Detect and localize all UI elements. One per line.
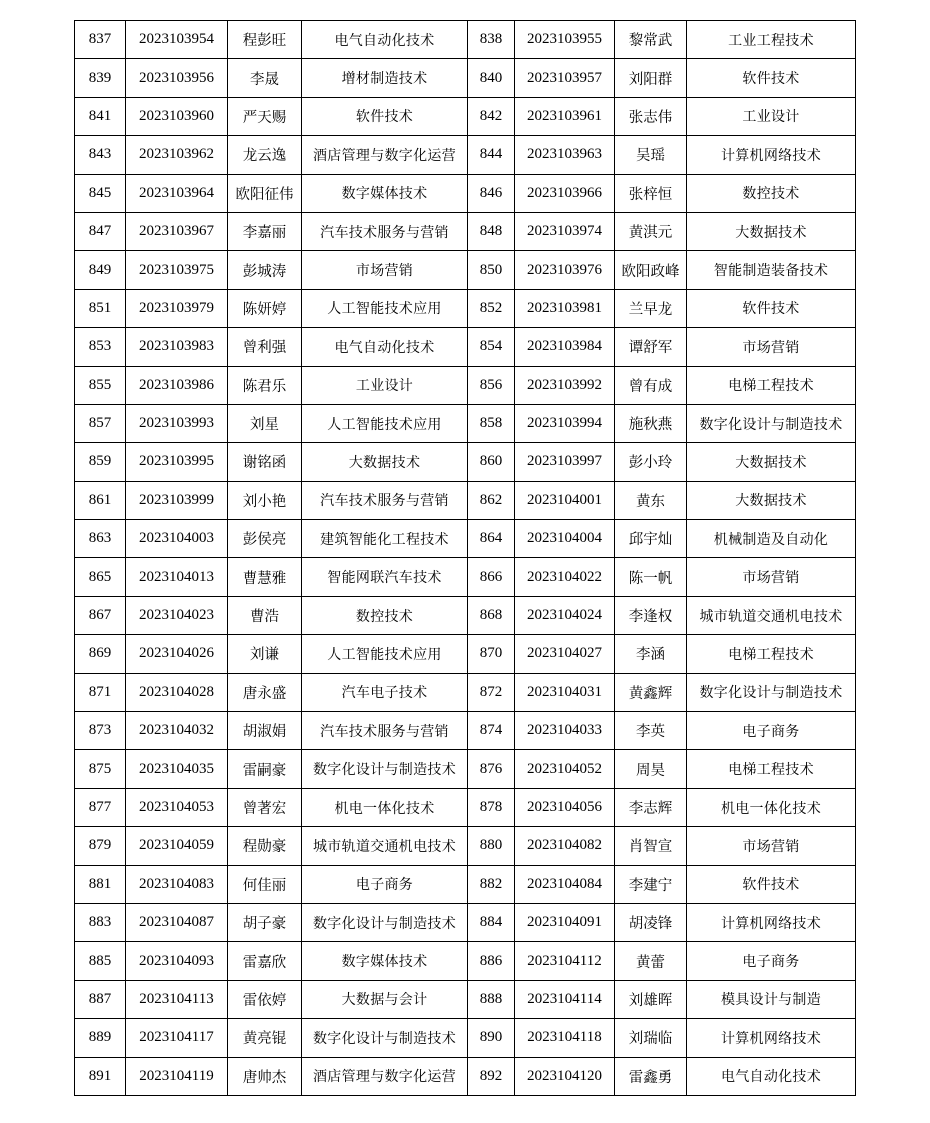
student-id-cell: 2023103974: [515, 212, 615, 250]
student-id-cell: 2023104093: [126, 942, 228, 980]
serial-number-cell: 860: [468, 443, 515, 481]
table-row: [75, 903, 856, 941]
student-name-cell: 曾著宏: [228, 788, 302, 826]
serial-number-cell: 868: [468, 596, 515, 634]
student-id-cell: 2023104027: [515, 635, 615, 673]
student-id-cell: 2023103999: [126, 481, 228, 519]
student-name-cell: 吴瑶: [615, 136, 687, 174]
major-cell: 酒店管理与数字化运营: [302, 1057, 468, 1095]
major-cell: 软件技术: [302, 97, 468, 135]
major-cell: 计算机网络技术: [687, 1019, 856, 1057]
table-row: [75, 827, 856, 865]
student-name-cell: 严天赐: [228, 97, 302, 135]
student-name-cell: 程勋豪: [228, 827, 302, 865]
major-cell: 市场营销: [687, 558, 856, 596]
table-row: [75, 328, 856, 366]
major-cell: 汽车技术服务与营销: [302, 481, 468, 519]
student-id-cell: 2023103995: [126, 443, 228, 481]
serial-number-cell: 888: [468, 980, 515, 1018]
student-name-cell: 刘瑞临: [615, 1019, 687, 1057]
student-id-cell: 2023103994: [515, 404, 615, 442]
student-name-cell: 陈妍婷: [228, 289, 302, 327]
major-cell: 汽车技术服务与营销: [302, 712, 468, 750]
student-id-cell: 2023104053: [126, 788, 228, 826]
major-cell: 市场营销: [687, 328, 856, 366]
major-cell: 大数据技术: [302, 443, 468, 481]
major-cell: 数字化设计与制造技术: [687, 673, 856, 711]
table-row: [75, 520, 856, 558]
major-cell: 电子商务: [687, 942, 856, 980]
student-name-cell: 欧阳征伟: [228, 174, 302, 212]
student-id-cell: 2023104113: [126, 980, 228, 1018]
roster-body: [75, 21, 856, 1096]
serial-number-cell: 841: [75, 97, 126, 135]
student-id-cell: 2023103983: [126, 328, 228, 366]
serial-number-cell: 866: [468, 558, 515, 596]
major-cell: 智能制造装备技术: [687, 251, 856, 289]
major-cell: 软件技术: [687, 865, 856, 903]
student-name-cell: 黄淇元: [615, 212, 687, 250]
student-id-cell: 2023104031: [515, 673, 615, 711]
student-name-cell: 李晟: [228, 59, 302, 97]
table-row: [75, 443, 856, 481]
major-cell: 机电一体化技术: [302, 788, 468, 826]
major-cell: 模具设计与制造: [687, 980, 856, 1018]
major-cell: 汽车电子技术: [302, 673, 468, 711]
student-name-cell: 曾利强: [228, 328, 302, 366]
student-name-cell: 刘阳群: [615, 59, 687, 97]
serial-number-cell: 886: [468, 942, 515, 980]
student-id-cell: 2023104023: [126, 596, 228, 634]
student-id-cell: 2023103962: [126, 136, 228, 174]
student-name-cell: 刘小艳: [228, 481, 302, 519]
student-name-cell: 雷鑫勇: [615, 1057, 687, 1095]
student-id-cell: 2023104022: [515, 558, 615, 596]
major-cell: 电子商务: [687, 712, 856, 750]
major-cell: 数字化设计与制造技术: [687, 404, 856, 442]
major-cell: 软件技术: [687, 59, 856, 97]
major-cell: 人工智能技术应用: [302, 289, 468, 327]
serial-number-cell: 880: [468, 827, 515, 865]
serial-number-cell: 881: [75, 865, 126, 903]
student-id-cell: 2023104052: [515, 750, 615, 788]
student-name-cell: 欧阳政峰: [615, 251, 687, 289]
student-name-cell: 曹慧雅: [228, 558, 302, 596]
table-row: [75, 980, 856, 1018]
student-name-cell: 雷嗣豪: [228, 750, 302, 788]
major-cell: 增材制造技术: [302, 59, 468, 97]
table-row: [75, 404, 856, 442]
table-row: [75, 251, 856, 289]
serial-number-cell: 859: [75, 443, 126, 481]
major-cell: 数字化设计与制造技术: [302, 750, 468, 788]
student-id-cell: 2023103957: [515, 59, 615, 97]
major-cell: 软件技术: [687, 289, 856, 327]
major-cell: 汽车技术服务与营销: [302, 212, 468, 250]
student-id-cell: 2023104087: [126, 903, 228, 941]
student-id-cell: 2023103961: [515, 97, 615, 135]
table-row: [75, 97, 856, 135]
major-cell: 电子商务: [302, 865, 468, 903]
major-cell: 大数据技术: [687, 443, 856, 481]
major-cell: 城市轨道交通机电技术: [687, 596, 856, 634]
student-name-cell: 刘谦: [228, 635, 302, 673]
student-id-cell: 2023104001: [515, 481, 615, 519]
student-name-cell: 兰早龙: [615, 289, 687, 327]
student-id-cell: 2023104114: [515, 980, 615, 1018]
serial-number-cell: 892: [468, 1057, 515, 1095]
serial-number-cell: 867: [75, 596, 126, 634]
student-id-cell: 2023104032: [126, 712, 228, 750]
student-name-cell: 雷依婷: [228, 980, 302, 1018]
serial-number-cell: 891: [75, 1057, 126, 1095]
serial-number-cell: 883: [75, 903, 126, 941]
student-name-cell: 李涵: [615, 635, 687, 673]
major-cell: 数字媒体技术: [302, 174, 468, 212]
major-cell: 数控技术: [302, 596, 468, 634]
student-id-cell: 2023104084: [515, 865, 615, 903]
major-cell: 电梯工程技术: [687, 366, 856, 404]
student-id-cell: 2023104118: [515, 1019, 615, 1057]
student-name-cell: 彭小玲: [615, 443, 687, 481]
major-cell: 工业设计: [302, 366, 468, 404]
serial-number-cell: 861: [75, 481, 126, 519]
major-cell: 人工智能技术应用: [302, 404, 468, 442]
serial-number-cell: 890: [468, 1019, 515, 1057]
table-row: [75, 788, 856, 826]
serial-number-cell: 848: [468, 212, 515, 250]
major-cell: 智能网联汽车技术: [302, 558, 468, 596]
table-row: [75, 136, 856, 174]
major-cell: 数字媒体技术: [302, 942, 468, 980]
student-name-cell: 张梓恒: [615, 174, 687, 212]
student-id-cell: 2023103997: [515, 443, 615, 481]
serial-number-cell: 878: [468, 788, 515, 826]
major-cell: 人工智能技术应用: [302, 635, 468, 673]
serial-number-cell: 871: [75, 673, 126, 711]
student-name-cell: 唐永盛: [228, 673, 302, 711]
student-id-cell: 2023104059: [126, 827, 228, 865]
student-id-cell: 2023104013: [126, 558, 228, 596]
student-name-cell: 何佳丽: [228, 865, 302, 903]
major-cell: 市场营销: [302, 251, 468, 289]
major-cell: 市场营销: [687, 827, 856, 865]
serial-number-cell: 887: [75, 980, 126, 1018]
student-name-cell: 黎常武: [615, 21, 687, 59]
table-row: [75, 174, 856, 212]
major-cell: 工业设计: [687, 97, 856, 135]
serial-number-cell: 882: [468, 865, 515, 903]
student-name-cell: 周昊: [615, 750, 687, 788]
student-id-cell: 2023103976: [515, 251, 615, 289]
table-row: [75, 21, 856, 59]
student-id-cell: 2023103966: [515, 174, 615, 212]
serial-number-cell: 889: [75, 1019, 126, 1057]
student-id-cell: 2023104083: [126, 865, 228, 903]
student-name-cell: 张志伟: [615, 97, 687, 135]
table-row: [75, 712, 856, 750]
major-cell: 电气自动化技术: [687, 1057, 856, 1095]
serial-number-cell: 845: [75, 174, 126, 212]
serial-number-cell: 870: [468, 635, 515, 673]
student-name-cell: 黄东: [615, 481, 687, 519]
student-id-cell: 2023104112: [515, 942, 615, 980]
table-row: [75, 865, 856, 903]
student-id-cell: 2023104026: [126, 635, 228, 673]
major-cell: 建筑智能化工程技术: [302, 520, 468, 558]
student-name-cell: 曾有成: [615, 366, 687, 404]
major-cell: 计算机网络技术: [687, 903, 856, 941]
serial-number-cell: 854: [468, 328, 515, 366]
student-id-cell: 2023104003: [126, 520, 228, 558]
table-row: [75, 635, 856, 673]
student-id-cell: 2023103964: [126, 174, 228, 212]
major-cell: 机电一体化技术: [687, 788, 856, 826]
table-row: [75, 289, 856, 327]
student-name-cell: 黄鑫辉: [615, 673, 687, 711]
serial-number-cell: 862: [468, 481, 515, 519]
student-id-cell: 2023103981: [515, 289, 615, 327]
student-name-cell: 黄亮锟: [228, 1019, 302, 1057]
serial-number-cell: 864: [468, 520, 515, 558]
student-id-cell: 2023103984: [515, 328, 615, 366]
serial-number-cell: 842: [468, 97, 515, 135]
student-id-cell: 2023103993: [126, 404, 228, 442]
serial-number-cell: 874: [468, 712, 515, 750]
student-name-cell: 刘星: [228, 404, 302, 442]
table-row: [75, 750, 856, 788]
serial-number-cell: 837: [75, 21, 126, 59]
table-row: [75, 59, 856, 97]
student-name-cell: 李逢权: [615, 596, 687, 634]
table-row: [75, 1019, 856, 1057]
student-id-cell: 2023103960: [126, 97, 228, 135]
serial-number-cell: 872: [468, 673, 515, 711]
student-name-cell: 李建宁: [615, 865, 687, 903]
student-id-cell: 2023104035: [126, 750, 228, 788]
major-cell: 数字化设计与制造技术: [302, 1019, 468, 1057]
serial-number-cell: 856: [468, 366, 515, 404]
major-cell: 工业工程技术: [687, 21, 856, 59]
student-id-cell: 2023103956: [126, 59, 228, 97]
major-cell: 电梯工程技术: [687, 635, 856, 673]
student-name-cell: 肖智宣: [615, 827, 687, 865]
student-id-cell: 2023103975: [126, 251, 228, 289]
serial-number-cell: 876: [468, 750, 515, 788]
student-name-cell: 施秋燕: [615, 404, 687, 442]
student-name-cell: 李志辉: [615, 788, 687, 826]
serial-number-cell: 873: [75, 712, 126, 750]
student-name-cell: 雷嘉欣: [228, 942, 302, 980]
student-name-cell: 谭舒军: [615, 328, 687, 366]
student-name-cell: 李嘉丽: [228, 212, 302, 250]
student-name-cell: 彭侯亮: [228, 520, 302, 558]
major-cell: 电气自动化技术: [302, 328, 468, 366]
student-id-cell: 2023104082: [515, 827, 615, 865]
student-roster-table: [74, 20, 856, 1096]
table-row: [75, 481, 856, 519]
serial-number-cell: 838: [468, 21, 515, 59]
student-name-cell: 胡凌锋: [615, 903, 687, 941]
major-cell: 数字化设计与制造技术: [302, 903, 468, 941]
serial-number-cell: 879: [75, 827, 126, 865]
serial-number-cell: 850: [468, 251, 515, 289]
student-name-cell: 邱宇灿: [615, 520, 687, 558]
table-row: [75, 1057, 856, 1095]
serial-number-cell: 858: [468, 404, 515, 442]
student-name-cell: 李英: [615, 712, 687, 750]
serial-number-cell: 875: [75, 750, 126, 788]
student-id-cell: 2023103986: [126, 366, 228, 404]
student-id-cell: 2023104056: [515, 788, 615, 826]
student-name-cell: 曹浩: [228, 596, 302, 634]
student-id-cell: 2023103954: [126, 21, 228, 59]
major-cell: 电气自动化技术: [302, 21, 468, 59]
student-name-cell: 黄蕾: [615, 942, 687, 980]
student-name-cell: 程彭旺: [228, 21, 302, 59]
serial-number-cell: 853: [75, 328, 126, 366]
student-id-cell: 2023104117: [126, 1019, 228, 1057]
serial-number-cell: 855: [75, 366, 126, 404]
serial-number-cell: 865: [75, 558, 126, 596]
student-name-cell: 陈一帆: [615, 558, 687, 596]
student-name-cell: 唐帅杰: [228, 1057, 302, 1095]
student-id-cell: 2023104120: [515, 1057, 615, 1095]
serial-number-cell: 869: [75, 635, 126, 673]
serial-number-cell: 849: [75, 251, 126, 289]
serial-number-cell: 885: [75, 942, 126, 980]
major-cell: 大数据技术: [687, 481, 856, 519]
student-name-cell: 陈君乐: [228, 366, 302, 404]
student-name-cell: 胡子豪: [228, 903, 302, 941]
student-id-cell: 2023104028: [126, 673, 228, 711]
major-cell: 机械制造及自动化: [687, 520, 856, 558]
serial-number-cell: 846: [468, 174, 515, 212]
student-name-cell: 谢铭函: [228, 443, 302, 481]
student-name-cell: 彭城涛: [228, 251, 302, 289]
major-cell: 大数据与会计: [302, 980, 468, 1018]
student-id-cell: 2023103967: [126, 212, 228, 250]
major-cell: 计算机网络技术: [687, 136, 856, 174]
serial-number-cell: 852: [468, 289, 515, 327]
major-cell: 酒店管理与数字化运营: [302, 136, 468, 174]
student-name-cell: 龙云逸: [228, 136, 302, 174]
table-row: [75, 558, 856, 596]
serial-number-cell: 851: [75, 289, 126, 327]
table-row: [75, 366, 856, 404]
table-row: [75, 212, 856, 250]
major-cell: 数控技术: [687, 174, 856, 212]
student-id-cell: 2023103963: [515, 136, 615, 174]
student-id-cell: 2023104004: [515, 520, 615, 558]
serial-number-cell: 844: [468, 136, 515, 174]
serial-number-cell: 857: [75, 404, 126, 442]
serial-number-cell: 840: [468, 59, 515, 97]
serial-number-cell: 839: [75, 59, 126, 97]
student-name-cell: 刘雄晖: [615, 980, 687, 1018]
serial-number-cell: 843: [75, 136, 126, 174]
serial-number-cell: 847: [75, 212, 126, 250]
student-id-cell: 2023103992: [515, 366, 615, 404]
table-row: [75, 942, 856, 980]
student-id-cell: 2023103979: [126, 289, 228, 327]
major-cell: 电梯工程技术: [687, 750, 856, 788]
student-id-cell: 2023104024: [515, 596, 615, 634]
serial-number-cell: 863: [75, 520, 126, 558]
student-name-cell: 胡淑娟: [228, 712, 302, 750]
serial-number-cell: 877: [75, 788, 126, 826]
student-id-cell: 2023104033: [515, 712, 615, 750]
serial-number-cell: 884: [468, 903, 515, 941]
table-row: [75, 596, 856, 634]
student-id-cell: 2023104091: [515, 903, 615, 941]
table-row: [75, 673, 856, 711]
major-cell: 城市轨道交通机电技术: [302, 827, 468, 865]
major-cell: 大数据技术: [687, 212, 856, 250]
student-id-cell: 2023103955: [515, 21, 615, 59]
student-id-cell: 2023104119: [126, 1057, 228, 1095]
